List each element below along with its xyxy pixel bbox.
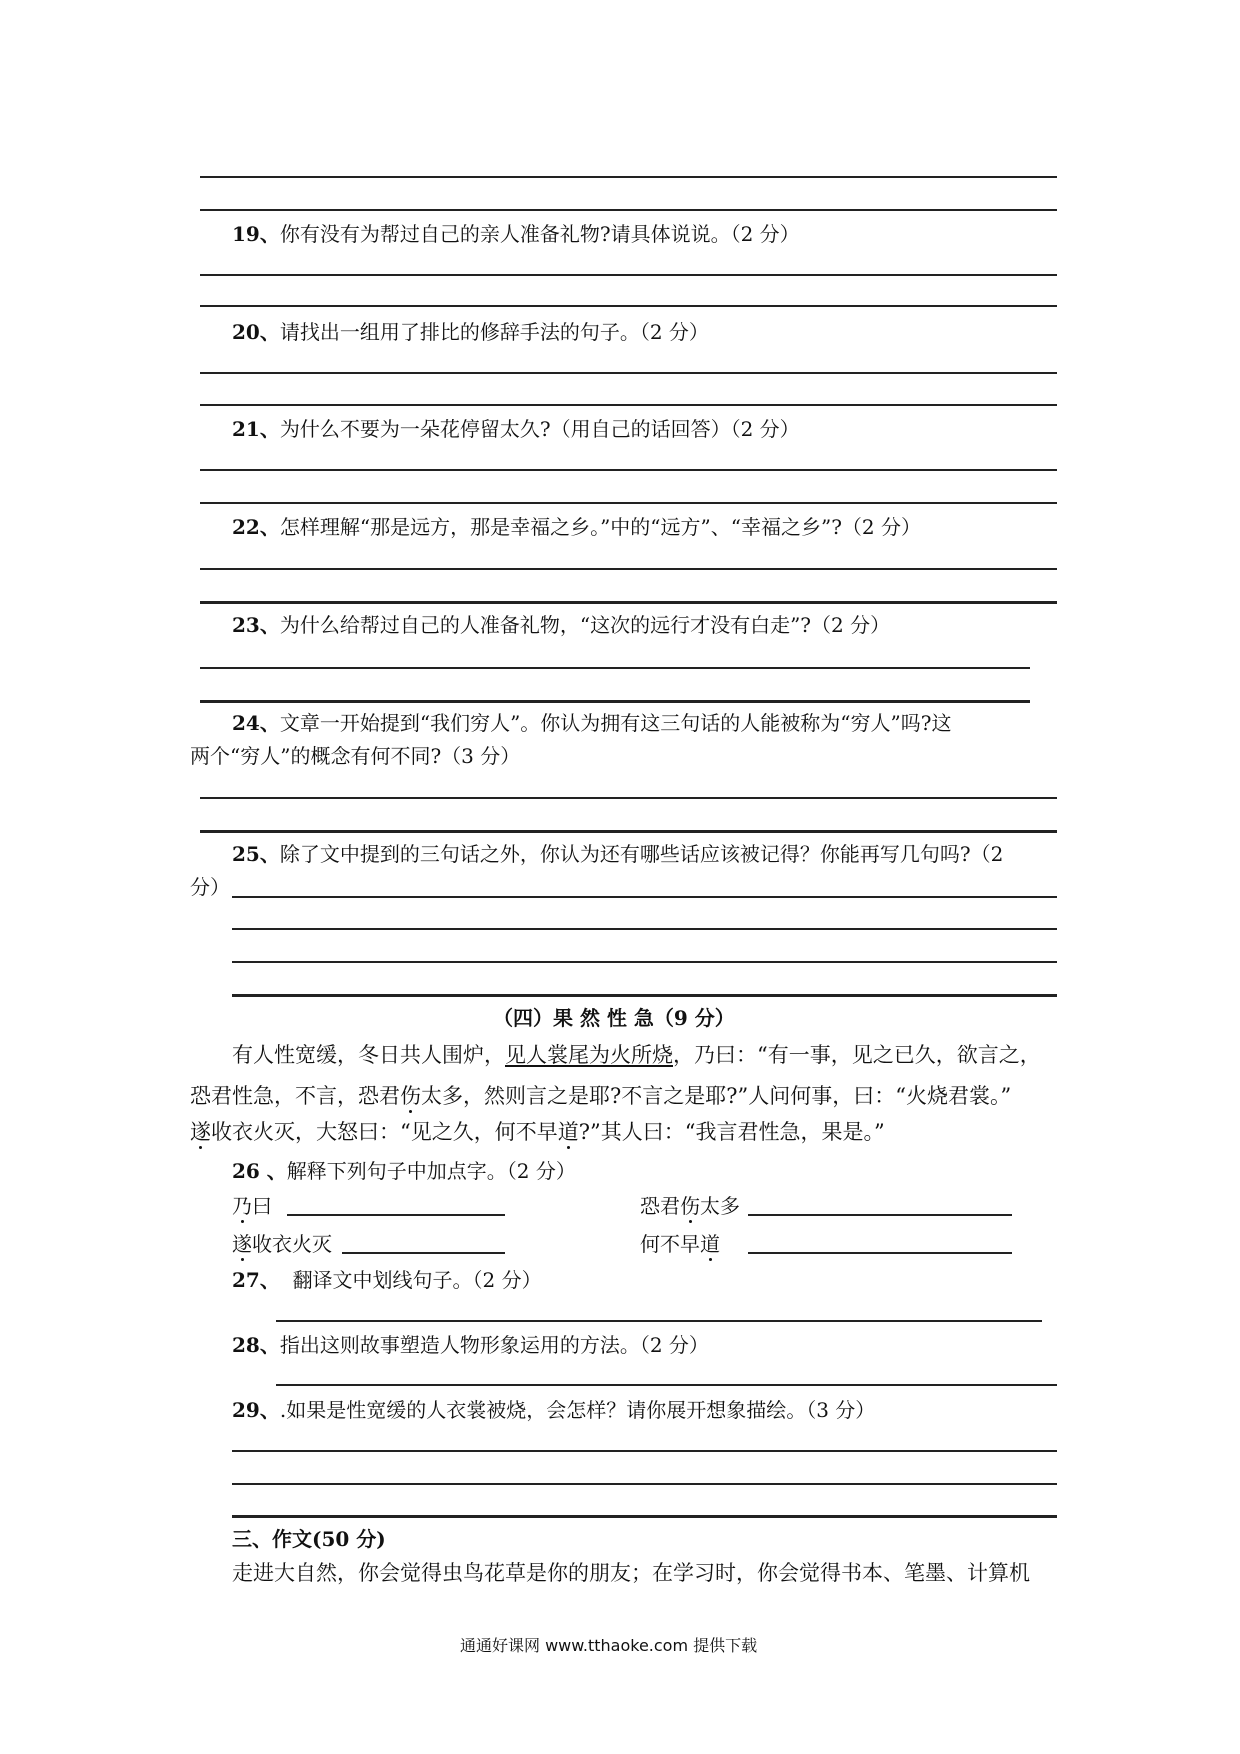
dotted-character: 遂 [190,1120,211,1144]
section-3-title: 三、作文(50 分) [232,1527,386,1551]
item-text: 曰 [252,1194,272,1218]
answer-line [232,994,1057,997]
q26-item-2 [640,1194,740,1218]
question-text-continued: 两个“穷人”的概念有何不同?（3 分） [190,744,521,768]
answer-line [200,797,1057,799]
question-number: 19、 [232,222,280,246]
answer-line [232,928,1057,930]
answer-line [200,601,1057,604]
answer-line [200,667,1030,669]
passage-text: 恐君性急，不言，恐君 [190,1084,400,1108]
question-number: 25、 [232,842,280,866]
question-25 [232,842,1003,866]
answer-blank[interactable] [287,1214,505,1216]
question-text: 为什么给帮过自己的人准备礼物，“这次的远行才没有白走”?（2 分） [279,613,891,637]
answer-blank[interactable] [342,1252,505,1254]
question-24-continued [190,744,520,768]
question-text: 文章一开始提到“我们穷人”。你认为拥有这三句话的人能被称为“穷人”吗?这 [279,711,952,735]
passage-text: 太多，然则言之是耶?不言之是耶?”人问何事，曰：“火烧君裳。” [421,1084,1012,1108]
question-number: 27、 [232,1268,280,1292]
item-text: 何不早 [640,1232,700,1256]
question-text: 除了文中提到的三句话之外，你认为还有哪些话应该被记得？你能再写几句吗?（2 [279,842,1004,866]
passage-text: 有人性宽缓，冬日共人围炉， [232,1043,505,1067]
question-number: 29、 [232,1398,280,1422]
passage-text: 收衣火灭，大怒曰：“见之久，何不早 [211,1120,558,1144]
passage-line-2 [190,1084,1011,1108]
dotted-character: 道 [700,1232,720,1256]
question-24 [232,711,951,735]
question-27 [232,1268,542,1292]
question-number: 26 、 [232,1159,287,1183]
answer-line [200,176,1057,178]
question-19 [232,222,800,246]
question-text: 为什么不要为一朵花停留太久?（用自己的话回答）（2 分） [279,417,800,441]
section-3-text: 走进大自然，你会觉得虫鸟花草是你的朋友；在学习时，你会觉得书本、笔墨、计算机 [232,1561,1030,1585]
question-20 [232,320,709,344]
question-29 [232,1398,875,1422]
question-text: 你有没有为帮过自己的亲人准备礼物?请具体说说。（2 分） [279,222,800,246]
question-23 [232,613,890,637]
answer-line [232,1483,1057,1485]
question-number: 23、 [232,613,280,637]
answer-line [200,502,1057,504]
question-26 [232,1159,576,1183]
underlined-sentence: 见人裳尾为火所烧 [505,1043,673,1067]
question-text-continued: 分） [190,875,230,899]
item-text: 恐君 [640,1194,680,1218]
question-25-continued [190,875,230,899]
passage-line-1 [232,1043,1041,1067]
answer-line [276,1320,1042,1322]
q26-item-4 [640,1232,720,1256]
answer-line [276,1384,1057,1386]
question-number: 21、 [232,417,280,441]
answer-line [232,961,1057,963]
answer-blank[interactable] [748,1214,1012,1216]
question-number: 24、 [232,711,280,735]
answer-line [232,896,1057,898]
question-number: 20、 [232,320,280,344]
question-text: 解释下列句子中加点字。（2 分） [286,1159,576,1183]
answer-line [200,700,1030,703]
question-21 [232,417,800,441]
question-28 [232,1333,709,1357]
answer-line [232,1515,1057,1518]
question-text: 怎样理解“那是远方，那是幸福之乡。”中的“远方”、“幸福之乡”?（2 分） [279,515,921,539]
answer-line [232,1450,1057,1452]
question-text: .如果是性宽缓的人衣裳被烧，会怎样？请你展开想象描绘。（3 分） [279,1398,876,1422]
question-text: 请找出一组用了排比的修辞手法的句子。（2 分） [279,320,709,344]
item-text: 太多 [700,1194,740,1218]
question-text: 翻译文中划线句子。（2 分） [292,1268,542,1292]
answer-line [200,469,1057,471]
dotted-character: 伤 [400,1084,421,1108]
passage-line-3 [190,1120,885,1144]
question-text: 指出这则故事塑造人物形象运用的方法。（2 分） [279,1333,709,1357]
answer-line [200,372,1057,374]
passage-text: ?”其人曰：“我言君性急，果是。” [578,1120,885,1144]
answer-blank[interactable] [748,1252,1012,1254]
q26-item-1 [232,1194,272,1218]
passage-text: ，乃曰：“有一事，见之已久，欲言之， [673,1043,1041,1067]
answer-line [200,830,1057,833]
question-22 [232,515,921,539]
question-number: 22、 [232,515,280,539]
dotted-character: 乃 [232,1194,252,1218]
dotted-character: 遂 [232,1232,252,1256]
section-4-title: （四）果 然 性 急（9 分） [493,1006,735,1030]
q26-item-3 [232,1232,332,1256]
answer-line [200,404,1057,406]
answer-line [200,305,1057,307]
dotted-character: 道 [557,1120,579,1144]
answer-line [200,274,1057,276]
answer-line [200,568,1057,570]
question-number: 28、 [232,1333,280,1357]
page-footer: 通通好课网 www.tthaoke.com 提供下载 [460,1636,758,1655]
item-text: 收衣火灭 [252,1232,332,1256]
dotted-character: 伤 [680,1194,700,1218]
answer-line [200,209,1057,211]
